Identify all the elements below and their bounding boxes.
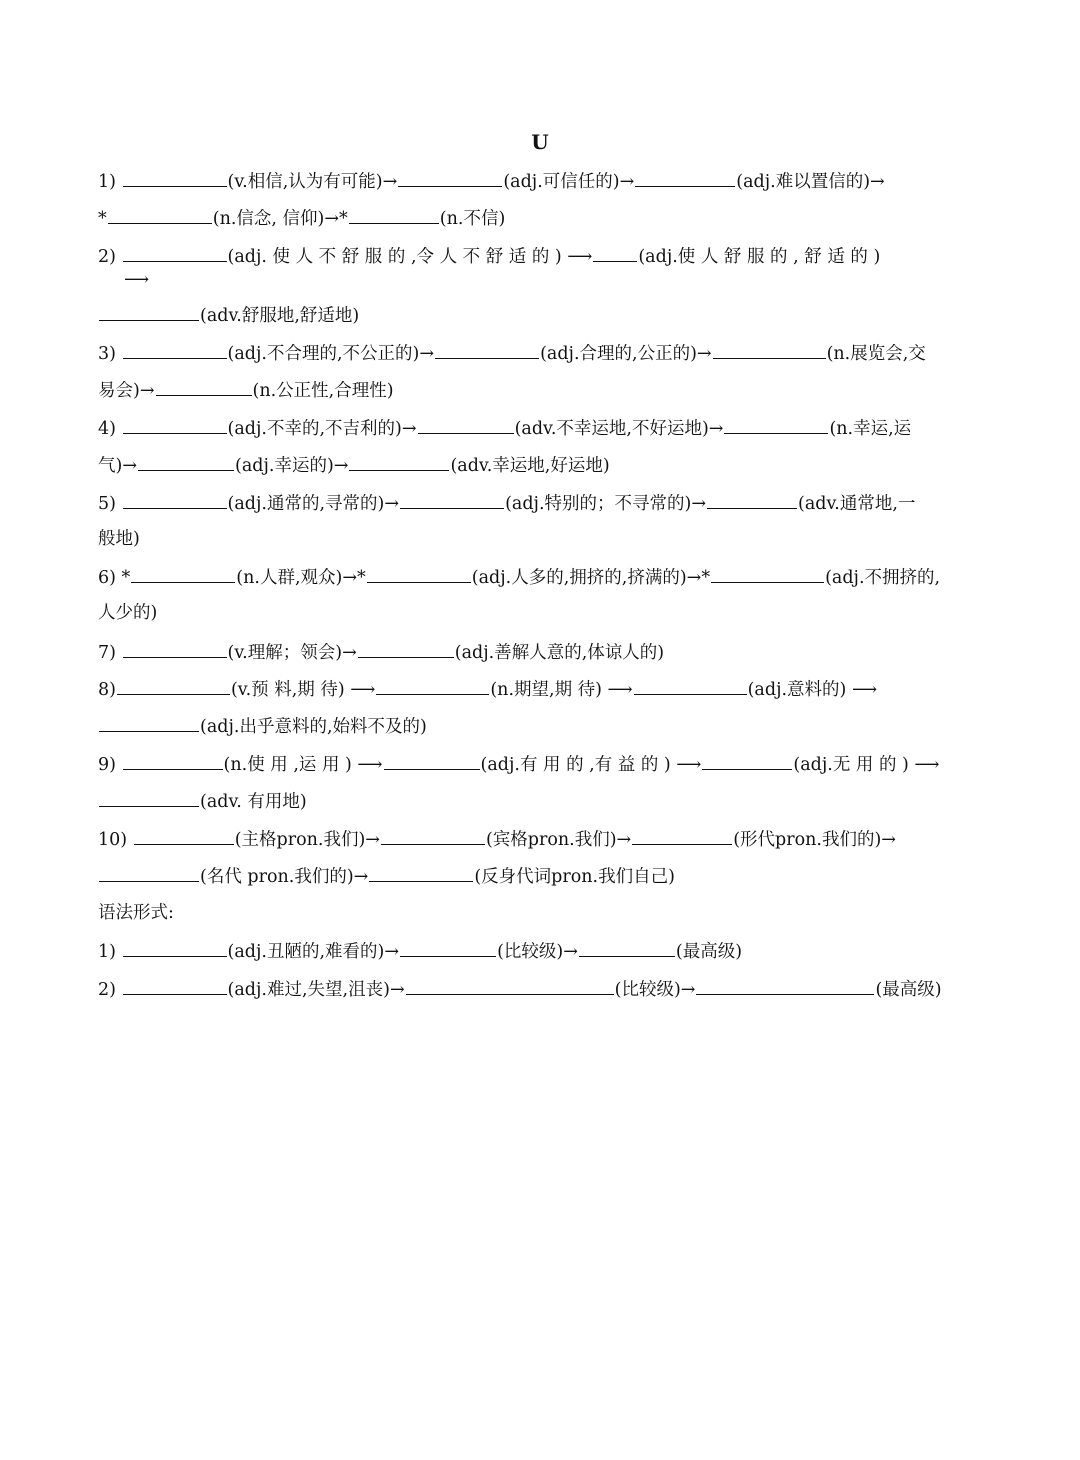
answer-blank[interactable]: [138, 452, 234, 471]
question-number: 7): [98, 643, 116, 663]
hint-text: (形代pron.我们的)→: [733, 830, 896, 850]
question-3-line-2: [98, 377, 394, 403]
question-number: 4): [98, 419, 116, 439]
hint-text: 般地): [98, 529, 140, 549]
answer-blank[interactable]: [117, 676, 230, 695]
answer-blank[interactable]: [123, 976, 227, 995]
hint-text: (adj. 使 人 不 舒 服 的 ,令 人 不 舒 适 的 ) ⟶: [227, 247, 593, 267]
hint-text: (反身代词pron.我们自己): [474, 867, 675, 887]
hint-text: (adj.特别的；不寻常的)→: [505, 494, 707, 514]
hint-text: (n.人群,观众)→*: [236, 568, 366, 588]
hint-text: (adj.可信任的)→: [503, 172, 635, 192]
answer-blank[interactable]: [635, 168, 735, 187]
question-number: 5): [98, 494, 116, 514]
hint-text: (名代 pron.我们的)→: [200, 867, 369, 887]
answer-blank[interactable]: [724, 415, 828, 434]
question-3-line-1: [98, 340, 926, 366]
hint-text: 气)→: [98, 456, 137, 476]
hint-text: (adj.合理的,公正的)→: [540, 344, 712, 364]
hint-text: (n.公正性,合理性): [252, 381, 394, 401]
hint-text: (adv.不幸运地,不好运地)→: [514, 419, 724, 439]
question-number: 1): [98, 172, 116, 192]
answer-blank[interactable]: [123, 243, 227, 262]
hint-text: (adv.通常地,一: [798, 494, 916, 514]
answer-blank[interactable]: [632, 826, 732, 845]
answer-blank[interactable]: [123, 639, 227, 658]
hint-text: (比较级)→: [497, 942, 578, 962]
hint-text: (n.使 用 ,运 用 ) ⟶: [223, 755, 383, 775]
star-mark: *: [98, 209, 107, 229]
answer-blank[interactable]: [358, 639, 454, 658]
question-number: 3): [98, 344, 116, 364]
question-1-line-2: [98, 205, 505, 231]
answer-blank[interactable]: [400, 938, 496, 957]
answer-blank[interactable]: [634, 676, 747, 695]
question-number: 2): [98, 247, 116, 267]
answer-blank[interactable]: [349, 452, 449, 471]
answer-blank[interactable]: [123, 415, 227, 434]
question-number: 8): [98, 680, 116, 700]
hint-text: (adj.意料的) ⟶: [747, 680, 878, 700]
answer-blank[interactable]: [707, 490, 797, 509]
answer-blank[interactable]: [99, 713, 199, 732]
answer-blank[interactable]: [398, 168, 502, 187]
answer-blank[interactable]: [696, 976, 874, 995]
question-4-line-2: [98, 452, 610, 478]
question-9-line-1: [98, 751, 940, 777]
question-number: 2): [98, 980, 116, 1000]
question-4-line-1: [98, 415, 911, 441]
hint-text: (adv. 有用地): [200, 792, 307, 812]
question-number: 10): [98, 830, 128, 850]
question-8-line-2: [98, 713, 427, 739]
answer-blank[interactable]: [418, 415, 514, 434]
hint-text: (adj.有 用 的 ,有 益 的 ) ⟶: [480, 755, 702, 775]
hint-text: (adj.难过,失望,沮丧)→: [227, 980, 405, 1000]
answer-blank[interactable]: [123, 340, 227, 359]
hint-text: (adj.幸运的)→: [235, 456, 349, 476]
answer-blank[interactable]: [99, 302, 199, 321]
question-8-line-1: [98, 676, 877, 702]
answer-blank[interactable]: [131, 564, 235, 583]
answer-blank[interactable]: [593, 243, 637, 262]
answer-blank[interactable]: [384, 751, 480, 770]
answer-blank[interactable]: [123, 938, 227, 957]
question-9-line-2: [98, 788, 307, 814]
hint-text: (n.幸运,运: [829, 419, 912, 439]
question-number: 6) *: [98, 568, 131, 588]
answer-blank[interactable]: [156, 377, 252, 396]
question-6-line-2: [98, 601, 157, 625]
answer-blank[interactable]: [579, 938, 675, 957]
hint-text: (adj.善解人意的,体谅人的): [454, 643, 665, 663]
question-10-line-2: [98, 863, 675, 889]
hint-text: (n.不信): [439, 209, 506, 229]
hint-text: (最高级): [875, 980, 942, 1000]
hint-text: (主格pron.我们)→: [234, 830, 380, 850]
answer-blank[interactable]: [702, 751, 792, 770]
answer-blank[interactable]: [711, 564, 824, 583]
answer-blank[interactable]: [713, 340, 826, 359]
arrow: ⟶: [124, 270, 150, 290]
hint-text: (n.信念, 信仰)→*: [212, 209, 348, 229]
answer-blank[interactable]: [369, 863, 473, 882]
hint-text: (adj.出乎意料的,始料不及的): [200, 717, 427, 737]
hint-text: (adj.不拥挤的,: [825, 568, 941, 588]
hint-text: 易会)→: [98, 381, 155, 401]
hint-text: (宾格pron.我们)→: [485, 830, 632, 850]
hint-text: (adj.通常的,寻常的)→: [227, 494, 400, 514]
hint-text: (adj.难以置信的)→: [736, 172, 885, 192]
grammar-2-line: [98, 976, 942, 1002]
question-2-line-2: [124, 268, 149, 292]
answer-blank[interactable]: [367, 564, 471, 583]
answer-blank[interactable]: [134, 826, 234, 845]
answer-blank[interactable]: [381, 826, 485, 845]
grammar-1-line: [98, 938, 742, 964]
hint-text: (adj.丑陋的,难看的)→: [227, 942, 400, 962]
answer-blank[interactable]: [376, 676, 489, 695]
hint-text: (n.展览会,交: [826, 344, 926, 364]
question-5-line-1: [98, 490, 915, 516]
answer-blank[interactable]: [400, 490, 504, 509]
hint-text: (v.预 料,期 待) ⟶: [230, 680, 376, 700]
hint-text: (adv.舒服地,舒适地): [200, 306, 360, 326]
hint-text: (adj.人多的,拥挤的,挤满的)→*: [471, 568, 711, 588]
grammar-heading: 语法形式:: [98, 903, 174, 923]
hint-text: 人少的): [98, 603, 158, 623]
question-6-line-1: [98, 564, 940, 590]
answer-blank[interactable]: [123, 490, 227, 509]
question-7-line-1: [98, 639, 664, 665]
answer-blank[interactable]: [123, 168, 227, 187]
hint-text: (adj.不幸的,不吉利的)→: [227, 419, 417, 439]
hint-text: (v.理解；领会)→: [227, 643, 357, 663]
question-2-line-1: [98, 243, 880, 269]
hint-text: (最高级): [675, 942, 743, 962]
question-1-line-1: [98, 168, 885, 194]
question-number: 1): [98, 942, 116, 962]
hint-text: (v.相信,认为有可能)→: [227, 172, 398, 192]
answer-blank[interactable]: [406, 976, 614, 995]
question-10-line-1: [98, 826, 896, 852]
hint-text: (比较级)→: [614, 980, 696, 1000]
question-5-line-2: [98, 527, 140, 551]
answer-blank[interactable]: [349, 205, 439, 224]
hint-text: (adj.不合理的,不公正的)→: [227, 344, 435, 364]
answer-blank[interactable]: [435, 340, 539, 359]
hint-text: (adv.幸运地,好运地): [450, 456, 610, 476]
hint-text: (adj.无 用 的 ) ⟶: [793, 755, 940, 775]
answer-blank[interactable]: [123, 751, 223, 770]
answer-blank[interactable]: [99, 788, 199, 807]
question-number: 9): [98, 755, 116, 775]
hint-text: (n.期望,期 待) ⟶: [490, 680, 633, 700]
answer-blank[interactable]: [99, 863, 199, 882]
page-title: U: [531, 130, 549, 154]
answer-blank[interactable]: [108, 205, 212, 224]
hint-text: (adj.使 人 舒 服 的 , 舒 适 的 ): [638, 247, 881, 267]
question-2-line-3: [98, 302, 359, 328]
